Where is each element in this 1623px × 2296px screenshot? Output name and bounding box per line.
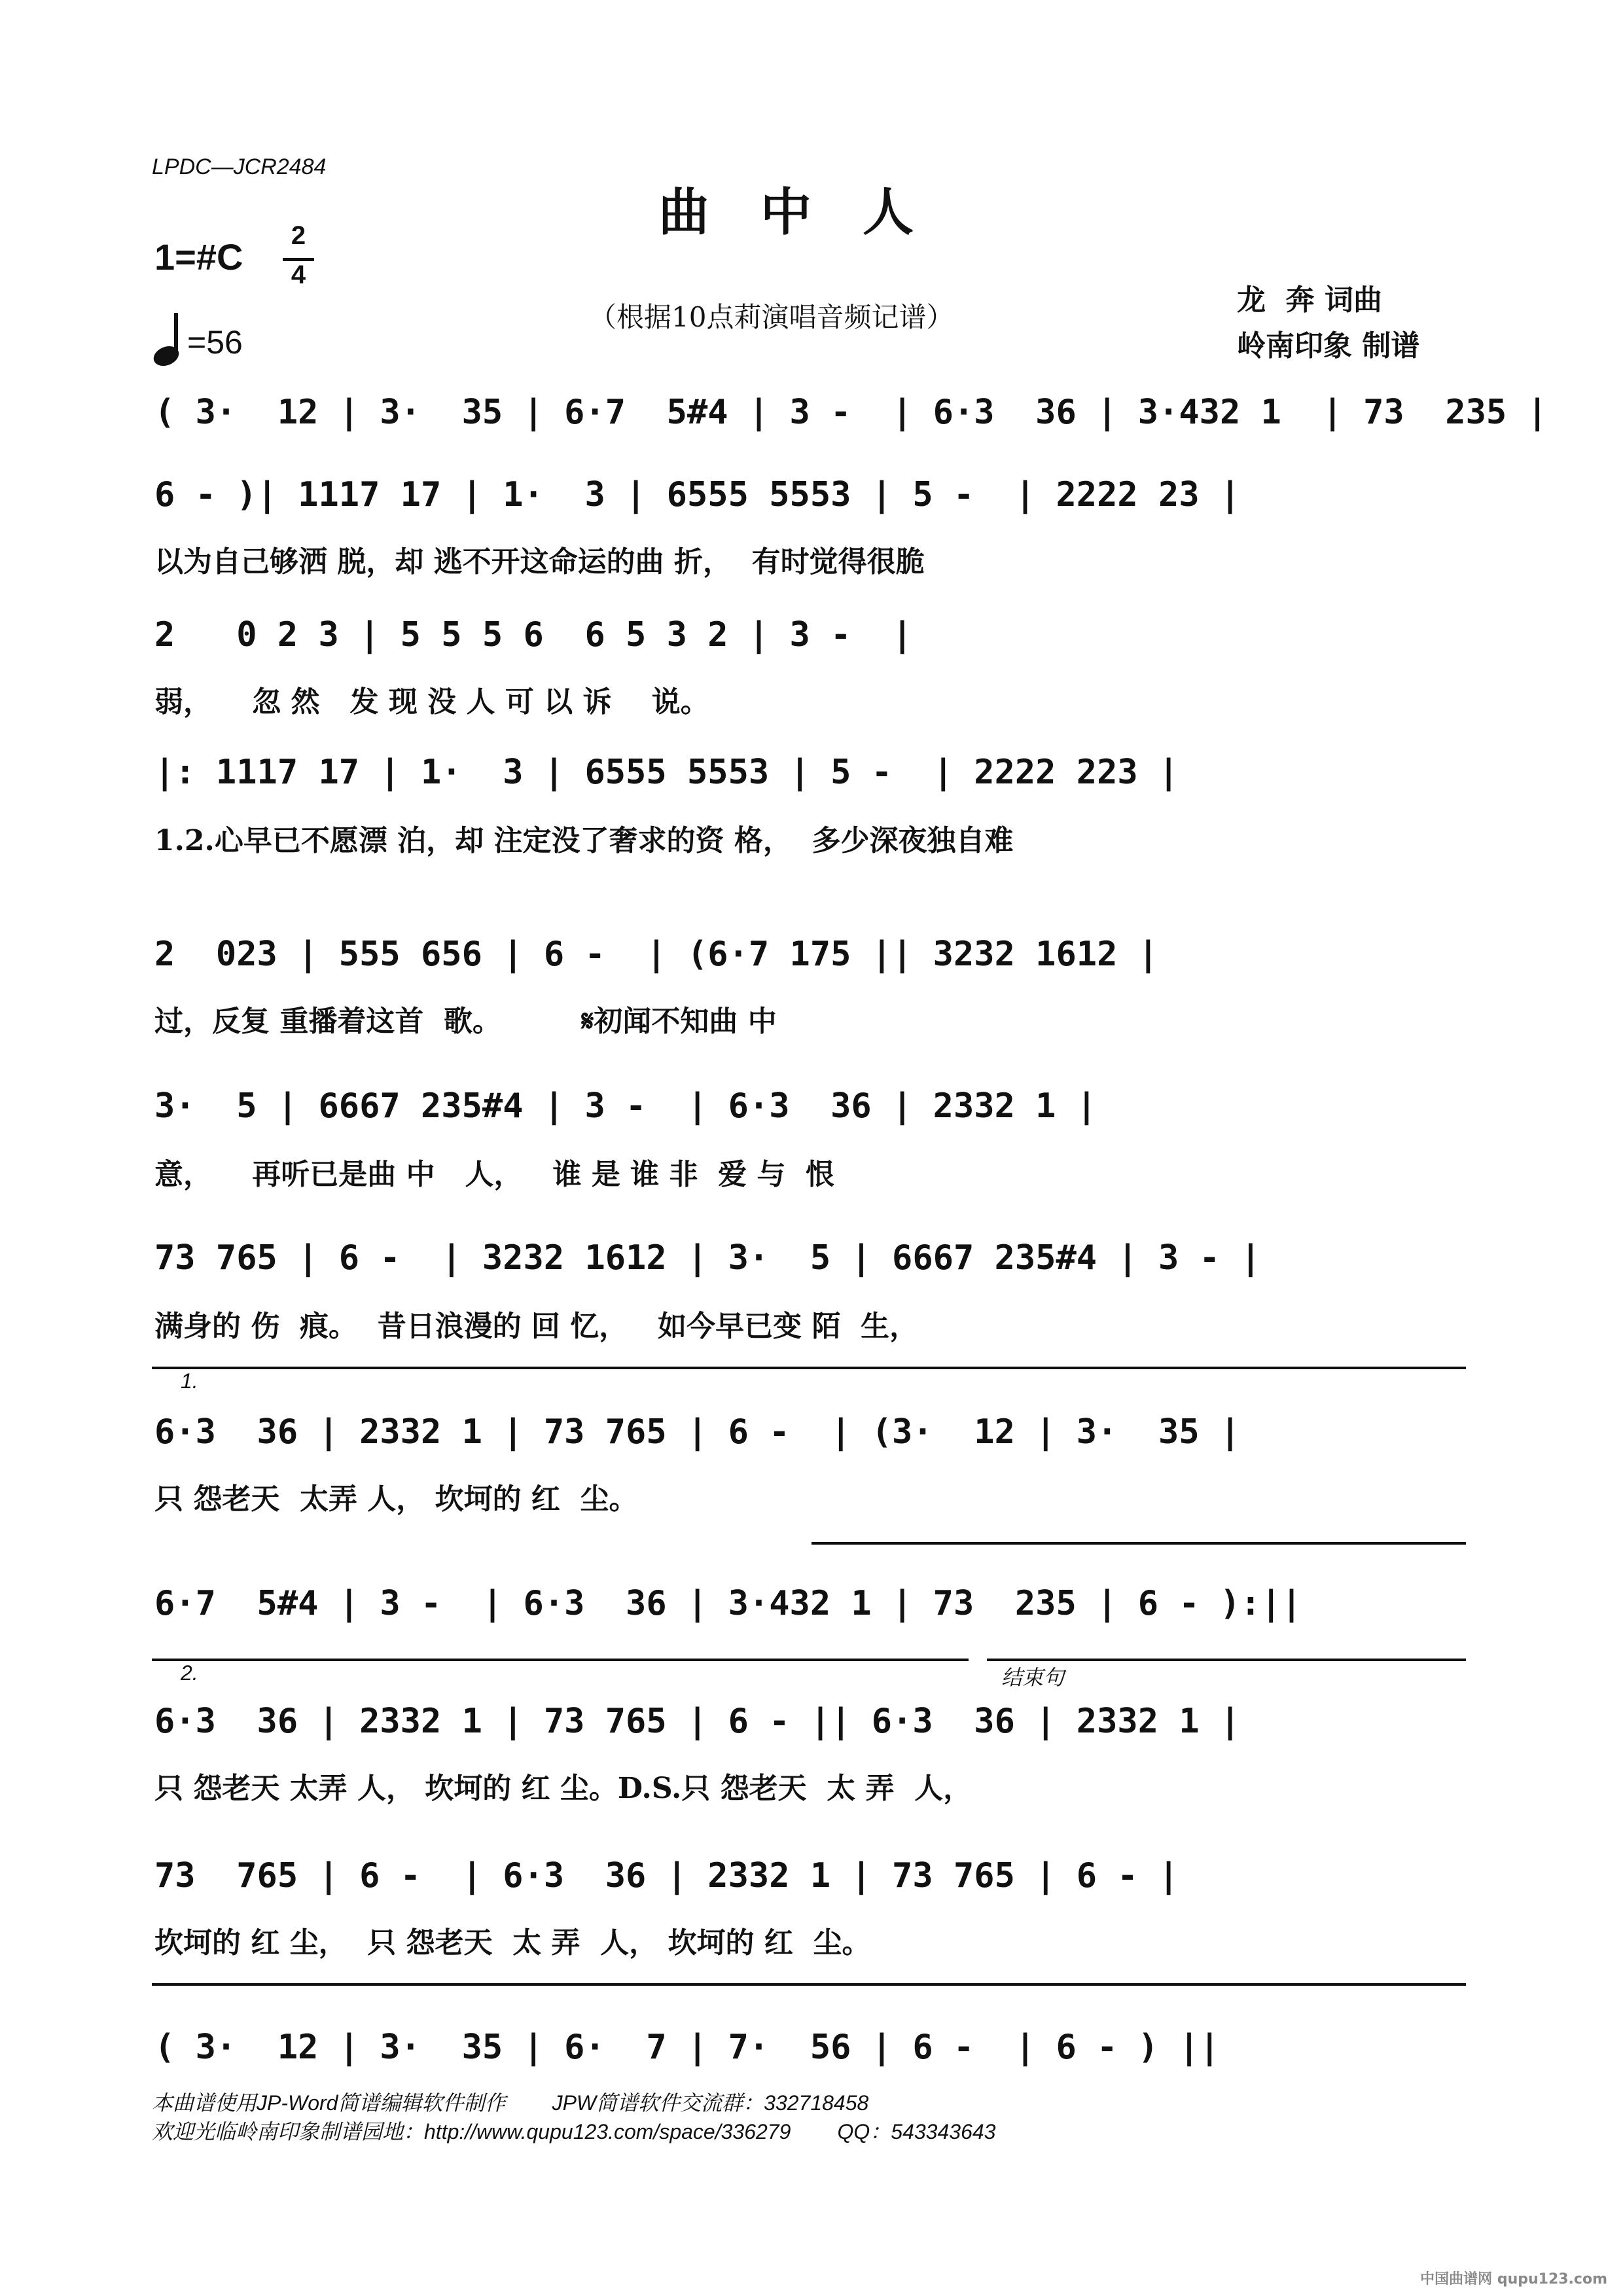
time-signature-top: 2 — [291, 221, 306, 250]
repeat-bracket — [812, 1542, 1466, 1545]
page-title: 曲中人 — [658, 183, 965, 242]
lyric-line-6: 意， 再听已是曲 中 人， 谁 是 谁 非 爱 与 恨 — [154, 1158, 835, 1191]
lyric-line-8: 只 怨老天 太弄 人， 坎坷的 红 尘。 — [154, 1482, 638, 1516]
ending-label: 结束句 — [1001, 1666, 1065, 1689]
score-code: LPDC—JCR2484 — [152, 154, 327, 179]
footer-line-2: 欢迎光临岭南印象制谱园地：http://www.qupu123.com/space/336279 QQ：543343643 — [152, 2120, 996, 2144]
score-line-12: ( 3· 12 | 3· 35 | 6· 7 | 7· 56 | 6 - | 6 - ) || — [154, 2028, 1220, 2067]
lyric-line-10: 只 怨老天 太弄 人， 坎坷的 红 尘。D.S.只 怨老天 太 弄 人， — [154, 1772, 972, 1805]
quarter-note-stem — [174, 313, 178, 357]
score-line-8: 6·3 36 | 2332 1 | 73 765 | 6 - | (3· 12 | 3· 35 | — [154, 1412, 1241, 1452]
score-line-2: 6 - )| 1117 17 | 1· 3 | 6555 5553 | 5 - | 2222 23 | — [154, 475, 1241, 514]
score-line-4: |: 1117 17 | 1· 3 | 6555 5553 | 5 - | 2222 223 | — [154, 753, 1179, 792]
volta-label-1: 1. — [181, 1369, 198, 1393]
volta-bracket-1 — [152, 1367, 1466, 1369]
lyric-line-3: 弱， 忽 然 发 现 没 人 可 以 诉 说。 — [154, 685, 709, 719]
lyric-line-5: 过，反复 重播着这首 歌。 𝄋初闻不知曲 中 — [154, 1005, 777, 1038]
score-line-11: 73 765 | 6 - | 6·3 36 | 2332 1 | 73 765 | 6 - | — [154, 1856, 1179, 1895]
lyric-line-7: 满身的 伤 痕。 昔日浪漫的 回 忆， 如今早已变 陌 生， — [154, 1310, 919, 1343]
score-line-10: 6·3 36 | 2332 1 | 73 765 | 6 - || 6·3 36 | 2332 1 | — [154, 1702, 1241, 1741]
lyric-line-2: 以为自己够洒 脱，却 逃不开这命运的曲 折， 有时觉得很脆 — [154, 545, 925, 579]
tempo-marking: =56 — [187, 324, 243, 361]
time-signature-bottom: 4 — [291, 260, 306, 289]
score-line-6: 3· 5 | 6667 235#4 | 3 - | 6·3 36 | 2332 1 | — [154, 1086, 1097, 1126]
lyric-line-11: 坎坷的 红 尘， 只 怨老天 太 弄 人， 坎坷的 红 尘。 — [154, 1926, 871, 1960]
lyric-line-4: 1.2.心早已不愿漂 泊，却 注定没了奢求的资 格， 多少深夜独自难 — [154, 824, 1014, 857]
composer-credit: 龙 奔 词曲 — [1237, 283, 1382, 317]
score-line-5: 2 023 | 555 656 | 6 - | (6·7 175 || 3232 1612 | — [154, 935, 1159, 974]
arranger-credit: 岭南印象 制谱 — [1237, 329, 1420, 363]
score-line-1: ( 3· 12 | 3· 35 | 6·7 5#4 | 3 - | 6·3 36 | 3·432 1 | 73 235 | — [154, 393, 1548, 432]
final-bracket — [152, 1983, 1466, 1986]
subtitle: （根据10点莉演唱音频记谱） — [589, 301, 954, 333]
footer-line-1: 本曲谱使用JP-Word简谱编辑软件制作 JPW简谱软件交流群：332718458 — [152, 2091, 869, 2115]
score-line-3: 2 0 2 3 | 5 5 5 6 6 5 3 2 | 3 - | — [154, 615, 913, 655]
volta-label-2: 2. — [181, 1661, 198, 1685]
score-line-7: 73 765 | 6 - | 3232 1612 | 3· 5 | 6667 235#4 | 3 - | — [154, 1238, 1261, 1278]
volta-bracket-2 — [152, 1659, 969, 1661]
watermark: 中国曲谱网 qupu123.com — [1420, 2271, 1607, 2287]
key-signature: 1=#C — [154, 236, 243, 278]
score-line-9: 6·7 5#4 | 3 - | 6·3 36 | 3·432 1 | 73 235 | 6 - ):|| — [154, 1584, 1302, 1623]
